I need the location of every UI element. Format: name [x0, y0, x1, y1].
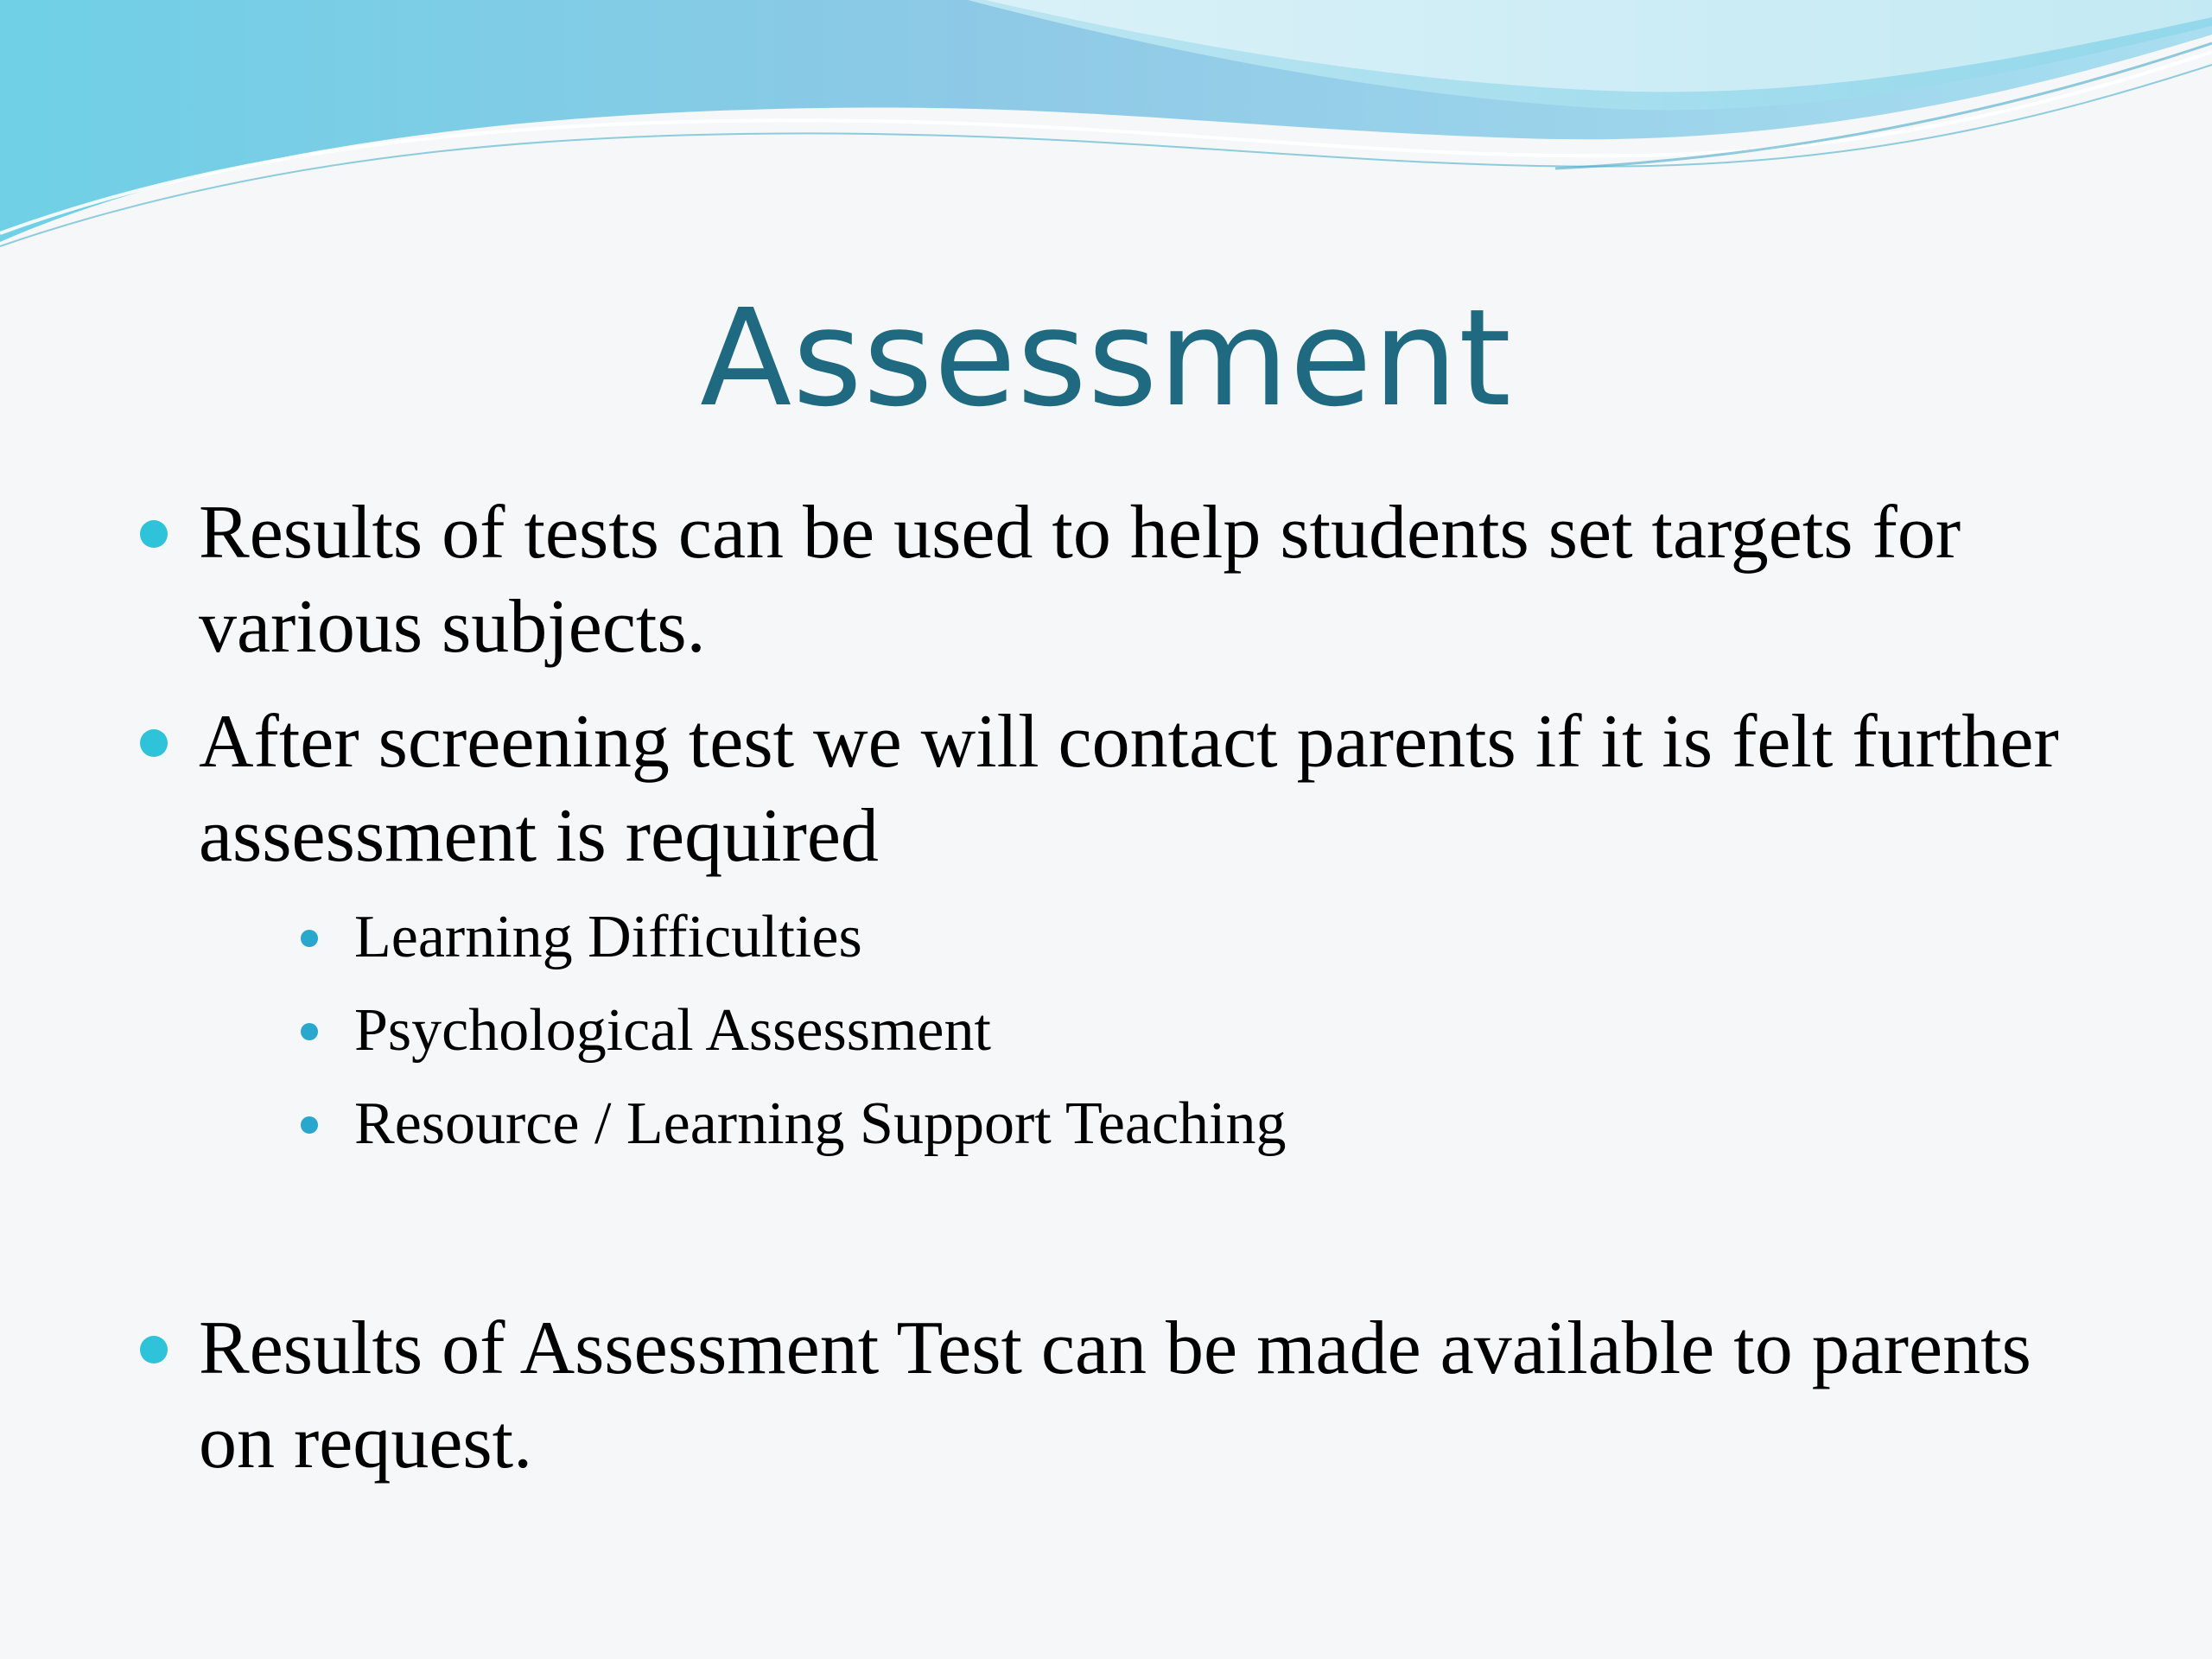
bullet-text: Results of tests can be used to help students set targets for various subjects.: [199, 491, 1961, 669]
bullet-text: Results of Assessment Test can be made available to parents on request.: [199, 1306, 2031, 1484]
sub-bullet-dot-icon: [301, 930, 318, 947]
slide-title: Assessment: [700, 280, 1512, 436]
sub-bullet-text: Psychological Assessment: [354, 997, 991, 1064]
sub-bullet-dot-icon: [301, 1023, 318, 1040]
bullet-item: [199, 695, 2100, 883]
bullet-item: [199, 486, 2100, 674]
bullet-item: [199, 1301, 2056, 1490]
sub-bullet-dot-icon: [301, 1116, 318, 1134]
bullet-text: After screening test we will contact parents if it is felt further assessment is required: [199, 700, 2059, 878]
bullet-dot-icon: [140, 520, 168, 548]
sub-bullet-text: Learning Difficulties: [354, 904, 862, 970]
sub-bullet-item: [354, 899, 1910, 976]
sub-bullet-item: [354, 992, 1910, 1070]
sub-bullet-item: [354, 1085, 1910, 1163]
sub-bullet-text: Resource / Learning Support Teaching: [354, 1090, 1287, 1157]
bullet-dot-icon: [140, 729, 168, 757]
bullet-dot-icon: [140, 1336, 168, 1363]
